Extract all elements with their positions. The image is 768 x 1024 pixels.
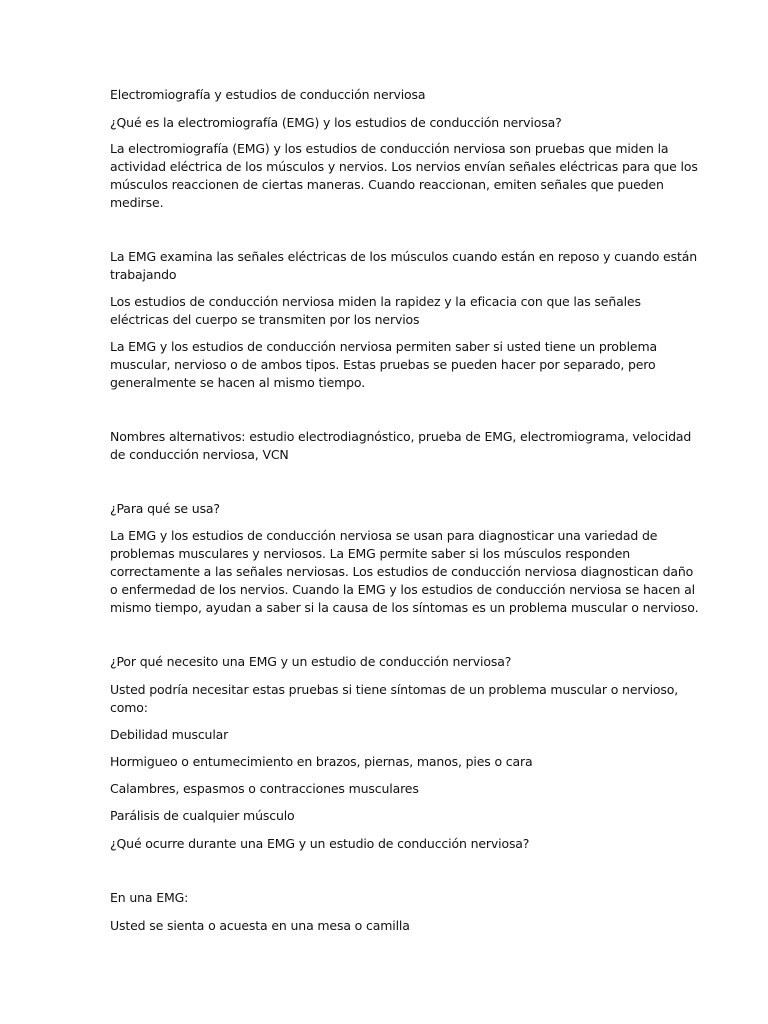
- paragraph-line: músculos reaccionen de ciertas maneras. Cuando reaccionan, emiten señales que pueden: [110, 177, 664, 192]
- paragraph-line: Nombres alternativos: estudio electrodiagnóstico, prueba de EMG, electromiograma, velocidad: [110, 429, 692, 444]
- heading-emg: En una EMG:: [110, 890, 189, 905]
- paragraph-line: problemas musculares y nerviosos. La EMG permite saber si los músculos responden: [110, 546, 631, 561]
- list-item: Debilidad muscular: [110, 727, 229, 742]
- paragraph-line: de conducción nerviosa, VCN: [110, 447, 289, 462]
- heading-why-needed: ¿Por qué necesito una EMG y un estudio de conducción nerviosa?: [110, 654, 512, 669]
- heading-what-happens: ¿Qué ocurre durante una EMG y un estudio de conducción nerviosa?: [110, 836, 530, 851]
- paragraph-line: Los estudios de conducción nerviosa miden la rapidez y la eficacia con que las señales: [110, 294, 641, 309]
- paragraph-line: correctamente a las señales nerviosas. Los estudios de conducción nerviosa diagnostican daño: [110, 564, 694, 579]
- paragraph-line: La EMG examina las señales eléctricas de los músculos cuando están en reposo y cuando están: [110, 249, 697, 264]
- paragraph-line: La EMG y los estudios de conducción nerviosa se usan para diagnosticar una variedad de: [110, 528, 658, 543]
- paragraph-line: La electromiografía (EMG) y los estudios de conducción nerviosa son pruebas que miden la: [110, 141, 669, 156]
- paragraph-line: muscular, nervioso o de ambos tipos. Estas pruebas se pueden hacer por separado, pero: [110, 357, 656, 372]
- list-item: Hormigueo o entumecimiento en brazos, piernas, manos, pies o cara: [110, 754, 533, 769]
- paragraph-line: eléctricas del cuerpo se transmiten por los nervios: [110, 312, 420, 327]
- paragraph-line: medirse.: [110, 195, 164, 210]
- paragraph-line: actividad eléctrica de los músculos y nervios. Los nervios envían señales eléctricas para que los: [110, 159, 698, 174]
- document-title: Electromiografía y estudios de conducción nerviosa: [110, 87, 426, 102]
- paragraph-line: Usted podría necesitar estas pruebas si tiene síntomas de un problema muscular o nervioso,: [110, 682, 679, 697]
- paragraph-line: La EMG y los estudios de conducción nerviosa permiten saber si usted tiene un problema: [110, 339, 657, 354]
- heading-what-is: ¿Qué es la electromiografía (EMG) y los estudios de conducción nerviosa?: [110, 115, 562, 130]
- list-item: Parálisis de cualquier músculo: [110, 808, 295, 823]
- paragraph-line: como:: [110, 700, 148, 715]
- list-item: Calambres, espasmos o contracciones musculares: [110, 781, 419, 796]
- paragraph-line: o enfermedad de los nervios. Cuando la EMG y los estudios de conducción nerviosa se hacen al: [110, 582, 695, 597]
- paragraph-line: Usted se sienta o acuesta en una mesa o camilla: [110, 918, 410, 933]
- paragraph-line: mismo tiempo, ayudan a saber si la causa de los síntomas es un problema muscular o nervioso.: [110, 600, 699, 615]
- heading-uses: ¿Para qué se usa?: [110, 501, 220, 516]
- paragraph-line: trabajando: [110, 267, 177, 282]
- paragraph-line: generalmente se hacen al mismo tiempo.: [110, 375, 366, 390]
